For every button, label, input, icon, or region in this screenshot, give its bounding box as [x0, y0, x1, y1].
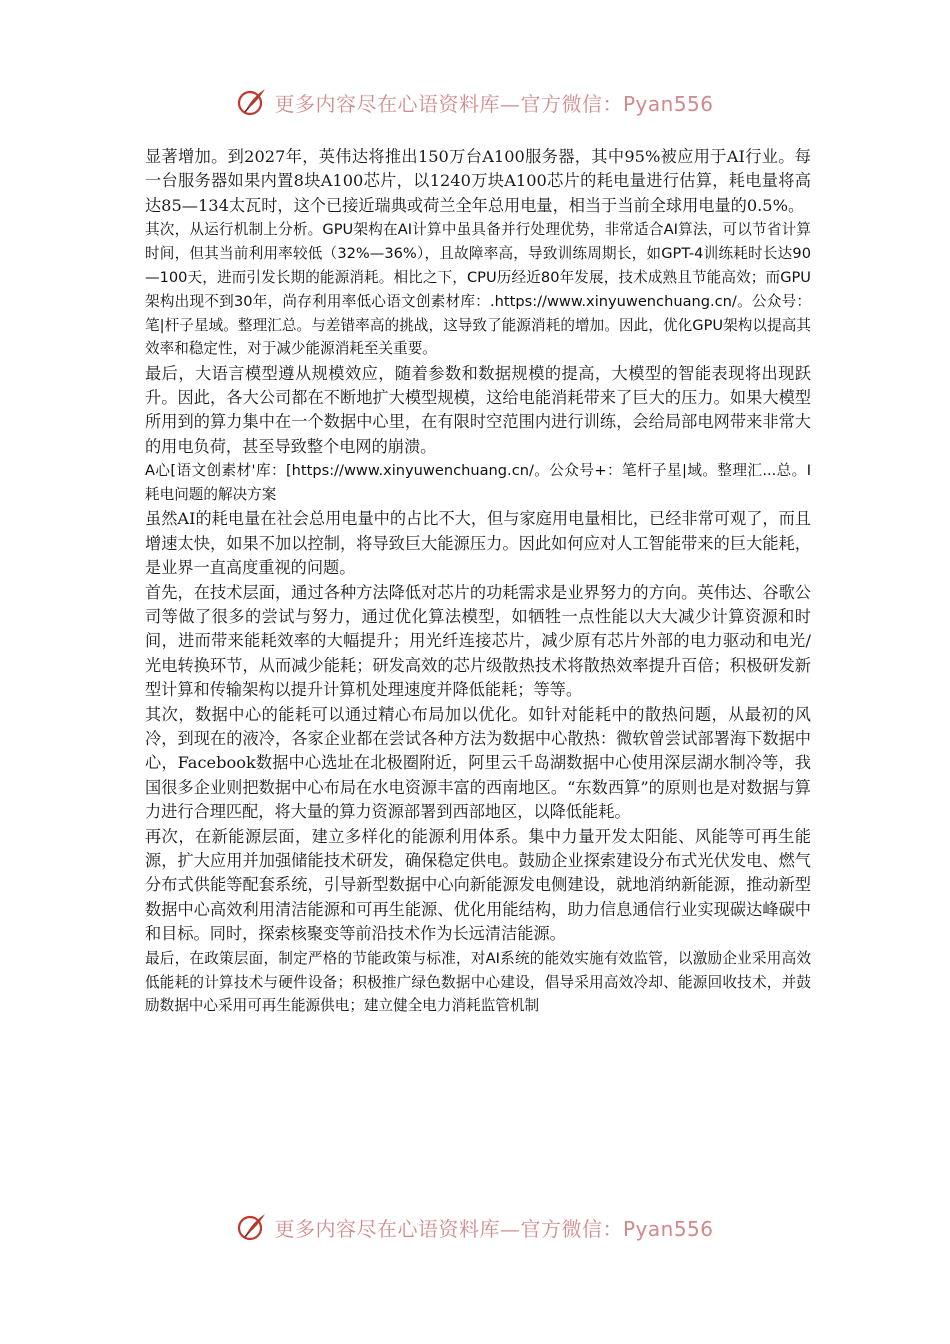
banner-text: 更多内容尽在心语资料库—官方微信：Pyan556: [274, 91, 714, 116]
banner-text: 更多内容尽在心语资料库—官方微信：Pyan556: [274, 1216, 714, 1241]
paragraph: 首先，在技术层面，通过各种方法降低对芯片的功耗需求是业界努力的方向。英伟达、谷歌公司等做了很多的尝试与努力，通过优化算法模型，如牺牲一点性能以大大减少计算资源和时间，进而带来能耗效率的大幅提升；用光纤连接芯片，减少原有芯片外部的电力驱动和电光/光电转换环节，从而减少能耗；研发高效的芯片级散热技术将散热效率提升百倍；积极研发新型计算和传输架构以提升计算机处理速度并降低能耗；等等。: [145, 582, 811, 700]
paragraph: 其次，从运行机制上分析。GPU架构在AI计算中虽具备并行处理优势，非常适合AI算法，可以节省计算时间，但其当前利用率较低（32%—36%），且故障率高，导致训练周期长，如GPT-4训练耗时长达90—100天，进而引发长期的能源消耗。相比之下，CPU历经近80年发展，技术成熟且节能高效；而GPU架构出现不到30年，尚存利用率低心语文创素材库：.https://www.xinyuwenchuang.cn/。公众号：笔|杆子星域。整理汇总。与差错率高的挑战，这导致了能源消耗的增加。因此，优化GPU架构以提高其效率和稳定性，对于减少能源消耗至关重要。: [145, 221, 811, 358]
paragraph: 最后，在政策层面，制定严格的节能政策与标准，对AI系统的能效实施有效监管，以激励企业采用高效低能耗的计算技术与硬件设备；积极推广绿色数据中心建设，倡导采用高效冷却、能源回收技术，并鼓励数据中心采用可再生能源供电；建立健全电力消耗监管机制: [145, 949, 811, 1015]
quill-logo-icon: [236, 1211, 268, 1243]
footer-banner: [0, 1207, 950, 1247]
paragraph: 其次，数据中心的能耗可以通过精心布局加以优化。如针对能耗中的散热问题，从最初的风冷，到现在的液冷，各家企业都在尝试各种方法为数据中心散热：微软曾尝试部署海下数据中心，Facebook数据中心选址在北极圈附近，阿里云千岛湖数据中心使用深层湖水制冷等，我国很多企业则把数据中心布局在水电资源丰富的西南地区。“东数西算”的原则也是对数据与算力进行合理匹配，将大量的算力资源部署到西部地区，以降低能耗。: [145, 704, 811, 822]
header-banner: [0, 82, 950, 122]
quill-logo-icon: [236, 86, 268, 118]
paragraph: 再次，在新能源层面，建立多样化的能源利用体系。集中力量开发太阳能、风能等可再生能源，扩大应用并加强储能技术研发，确保稳定供电。鼓励企业探索建设分布式光伏发电、燃气分布式供能等配套系统，引导新型数据中心向新能源发电侧建设，就地消纳新能源，推动新型数据中心高效利用清洁能源和可再生能源、优化用能结构，助力信息通信行业实现碳达峰碳中和目标。同时，探索核聚变等前沿技术作为长远清洁能源。: [145, 826, 811, 943]
paragraph: 最后，大语言模型遵从规模效应，随着参数和数据规模的提高，大模型的智能表现将出现跃升。因此，各大公司都在不断地扩大模型规模，这给电能消耗带来了巨大的压力。如果大模型所用到的算力集中在一个数据中心里，在有限时空范围内进行训练，会给局部电网带来非常大的用电负荷，甚至导致整个电网的崩溃。: [145, 363, 811, 456]
paragraph: 显著增加。到2027年，英伟达将推出150万台A100服务器，其中95%被应用于AI行业。每一台服务器如果内置8块A100芯片，以1240万块A100芯片的耗电量进行估算，耗电量将高达85—134太瓦时，这个已接近瑞典或荷兰全年总用电量，相当于当前全球用电量的0.5%。: [145, 147, 811, 215]
section-heading: A心[语文创素材'库：[https://www.xinyuwenchuang.cn/。公众号+：笔杆子星|域。整理汇...总。I耗电问题的解决方案: [145, 462, 811, 504]
paragraph: 虽然AI的耗电量在社会总用电量中的占比不大，但与家庭用电量相比，已经非常可观了，而且增速太快，如果不加以控制，将导致巨大能源压力。因此如何应对人工智能带来的巨大能耗，是业界一直高度重视的问题。: [145, 509, 811, 578]
wechat-handle: Pyan556: [622, 1216, 714, 1241]
wechat-handle: Pyan556: [622, 91, 714, 116]
document-body: [145, 145, 811, 1018]
